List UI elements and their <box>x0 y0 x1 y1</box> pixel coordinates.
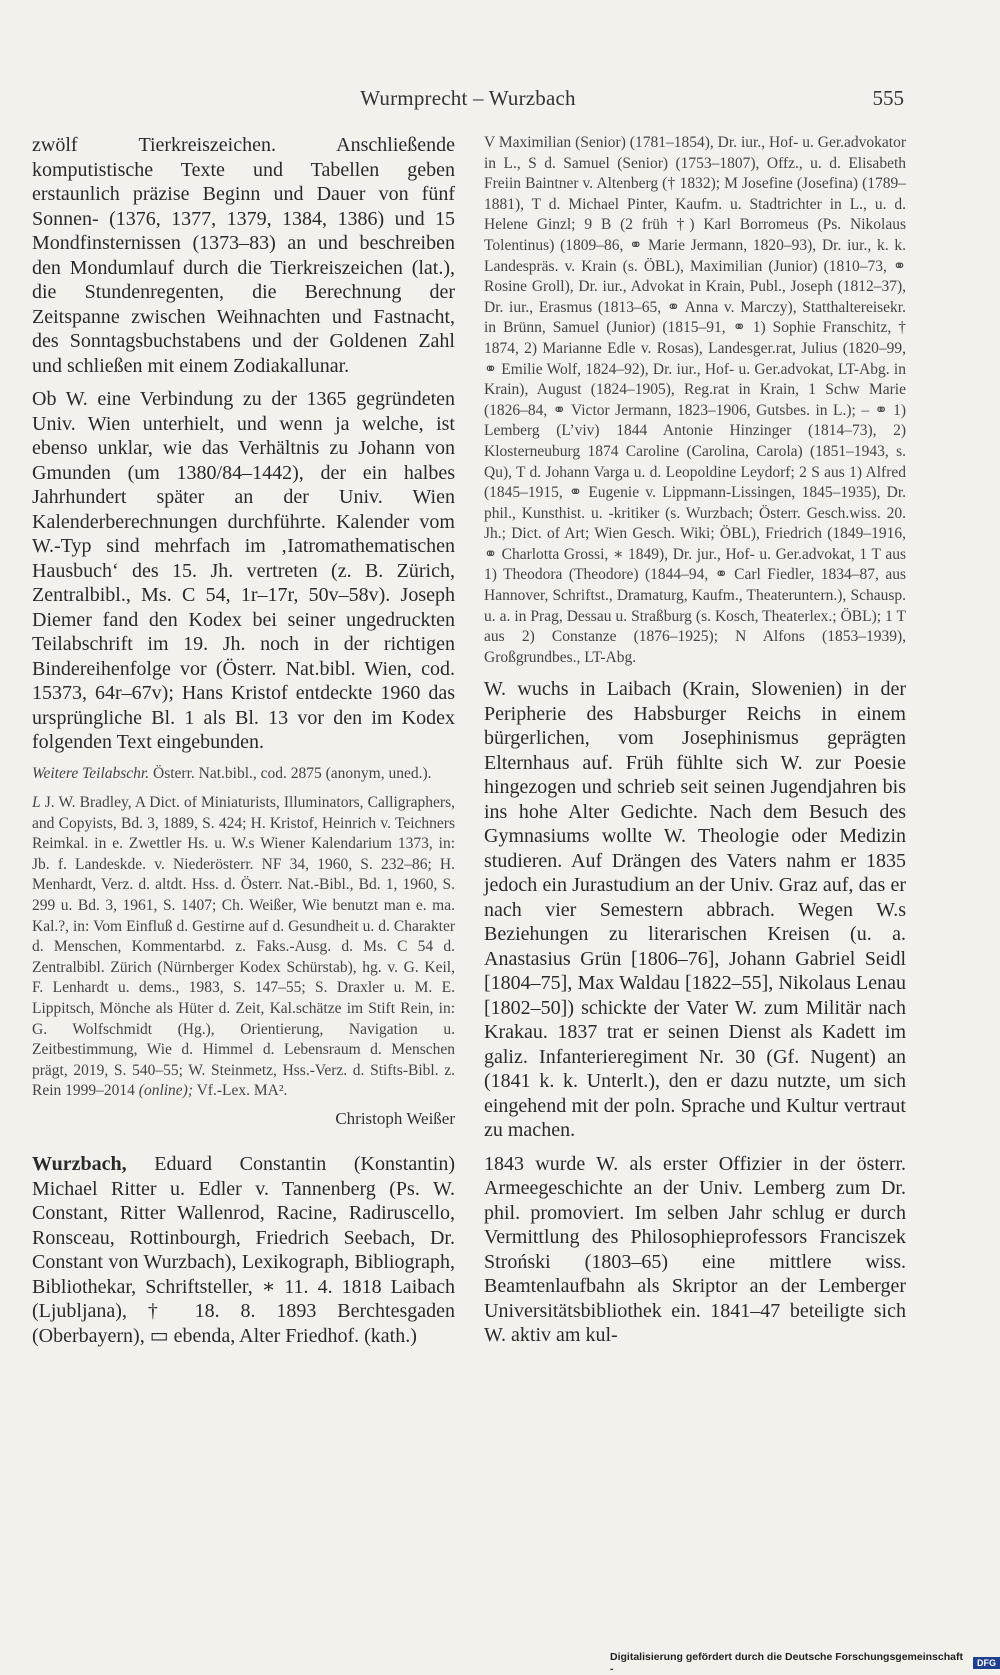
further-copies-note <box>32 764 455 785</box>
running-header <box>32 86 904 112</box>
author-signature: Christoph Weißer <box>335 1109 455 1128</box>
page-number: 555 <box>872 86 904 110</box>
literature-end: Vf.-Lex. MA². <box>193 1082 288 1100</box>
entry-text: Eduard Constantin (Konstantin) Michael Ritter u. Edler v. Tannenberg (Ps. W. Constant, Ritter Wallenrod, Racine, Radiruscello, Ronsceau, Rottinbourgh, Friedrich Seebach, Dr. Constant von Wurzbach), Lexikograph, Bibliograph, Bibliothekar, Schriftsteller, ∗ 11. 4. 1818 Laibach (Ljubljana), † 18. 8. 1893 Berchtesgaden (Oberbayern), ▭ ebenda, Alter Friedhof. (kath.) <box>32 1153 455 1347</box>
literature-text: J. W. Bradley, A Dict. of Miniaturists, Illuminators, Calligraphers, and Copyists, Bd. 3, 1889, S. 424; H. Kristof, Heinrich v. Teichners Reimkal. in e. Zwettler Hs. u. W.s Wiener Kalendarium 1373, in: Jb. f. Landeskde. v. Niederösterr. NF 34, 1960, S. 232–86; H. Menhardt, Verz. d. altdt. Hss. d. Österr. Nat.-Bibl., Bd. 1, 1960, S. 299 u. Bd. 3, 1961, S. 1407; Ch. Weißer, Wie benutzt man e. ma. Kal.?, in: Vom Einfluß d. Gestirne auf d. Gesundheit u. d. Charakter d. Menschen, Kommentarbd. z. Faks.-Ausg. d. Ms. C 54 d. Zentralbibl. Zürich (Nürnberger Kodex Schürstab), hg. v. G. Keil, F. Lenhardt u. dems., 1983, S. 147–55; S. Draxler u. M. E. Lippitsch, Mönche als Hüter d. Zeit, Kal.schätze im Stift Rein, in: G. Wolfschmidt (Hg.), Orientierung, Navigation u. Zeitbestimmung, Wie d. Himmel d. Lebensraum d. Menschen prägt, 2019, S. 540–55; W. Steinmetz, Hss.-Verz. d. Stifts-Bibl. z. Rein 1999–2014 <box>32 794 455 1100</box>
literature-label: L <box>32 794 41 812</box>
further-copies-text: Österr. Nat.bibl., cod. 2875 (anonym, uned.). <box>149 764 432 782</box>
entry-headword: Wurzbach, <box>32 1153 127 1175</box>
entry-intro <box>32 1152 455 1348</box>
body-paragraph: zwölf Tierkreiszeichen. Anschließende komputistische Texte und Tabellen geben erstaunlich präzise Beginn und Dauer von fünf Sonnen- (1376, 1377, 1379, 1384, 1386) und 15 Mondfinsternissen (1373–83) an und beschreiben den Mondumlauf durch die Tierkreiszeichen (lat.), die Stundenregenten, die Berechnung der Zeitspanne zwischen Weihnachten und Fastnacht, des Sonntagsbuchstabens und der Goldenen Zahl und schließen mit einem Zodiakallunar. <box>32 134 455 377</box>
body-paragraph: 1843 wurde W. als erster Offizier in der österr. Armeegeschichte an der Univ. Lemberg zum Dr. phil. promoviert. Im selben Jahr schlug er durch Vermittlung des Philosophieprofessors Franciszek Stroński (1803–65) eine mittlere wiss. Beamtenlaufbahn als Skriptor an der Lemberger Universitätsbibliothek ein. 1841–47 beteiligte sich W. aktiv am kul- <box>484 1152 906 1347</box>
body-paragraph: Ob W. eine Verbindung zu der 1365 gegründeten Univ. Wien unterhielt, und wenn ja welche, ist ebenso unklar, wie das Verhältnis zu Johann von Gmunden (um 1380/84–1442), der ein halbes Jahrhundert später an der Univ. Wien Kalenderberechnungen durchführte. Kalender vom W.-Typ sind mehrfach im ‚Iatromathematischen Hausbuch‘ des 15. Jh. vertreten (z. B. Zürich, Zentralbibl., Ms. C 54, 1r–17r, 50v–58v). Joseph Diemer fand den Kodex bei seiner ungedruckten Teilabschrift im 19. Jh. noch in der richtigen Bindereihenfolge vor (Österr. Nat.bibl. Wien, cod. 15373, 64r–67v); Hans Kristof entdeckte 1960 das ursprüngliche Bl. 1 als Bl. 13 vor den im Kodex folgenden Text eingebunden. <box>32 388 455 753</box>
digitization-footer <box>610 1651 1000 1675</box>
footer-text: Digitalisierung gefördert durch die Deutsche Forschungsgemeinschaft - <box>610 1651 963 1675</box>
left-column <box>32 133 455 1348</box>
further-copies-label: Weitere Teilabschr. <box>32 764 150 782</box>
right-column <box>484 133 906 1348</box>
body-paragraph: W. wuchs in Laibach (Krain, Slowenien) in der Peripherie des Habsburger Reichs in einem bürgerlichen, vom Josephinismus geprägten Elternhaus auf. Früh fühlte sich W. zur Poesie hingezogen und schrieb seit seinen Jugendjahren bis ins hohe Alter Gedichte. Nach dem Besuch des Gymnasiums wollte W. Theologie oder Medizin studieren. Auf Drängen des Vaters nahm er 1835 jedoch ein Jurastudium an der Univ. Graz auf, das er nach vier Semestern abbrach. Wegen W.s Beziehungen zu literarischen Kreisen (u. a. Anastasius Grün [1806–76], Johann Gabriel Seidl [1804–75], Max Waldau [1822–55], Nikolaus Lenau [1802–50]) schickte der Vater W. zum Militär nach Krakau. 1837 trat er seinen Dienst als Kadett im galiz. Infanterieregiment Nr. 30 (Gf. Nugent) an (1841 k. k. Unterlt.), den er dazu nutzte, um sich eingehend mit der poln. Sprache und Kultur vertraut zu machen. <box>484 678 906 1142</box>
running-title: Wurmprecht – Wurzbach <box>360 86 576 110</box>
genealogy-block: V Maximilian (Senior) (1781–1854), Dr. iur., Hof- u. Ger.advokator in L., S d. Samuel (Senior) (1753–1807), Offz., u. d. Elisabeth Freiin Baintner v. Altenberg († 1832); M Josefine (Josefina) (1789–1881), T d. Michael Pinter, Kaufm. u. Stadtrichter in L., u. d. Helene Ginzl; 9 B (2 früh †) Karl Borromeus (Ps. Nikolaus Tolentinus) (1809–86, ⚭ Marie Jermann, 1820–93), Dr. iur., k. k. Landespräs. v. Krain (s. ÖBL), Maximilian (Junior) (1810–73, ⚭ Rosine Groll), Dr. iur., Advokat in Krain, Publ., Joseph (1812–37), Dr. iur., Erasmus (1813–65, ⚭ Anna v. Marczy), Statthaltereisekr. in Brünn, Samuel (Junior) (1815–91, ⚭ 1) Sophie Franschitz, † 1874, 2) Marianne Edle v. Rosas), Landesger.rat, Julius (1820–99, ⚭ Emilie Wolf, 1824–92), Dr. iur., Hof- u. Ger.advokat, LT-Abg. in Krain), August (1824–1905), Reg.rat in Krain, 1 Schw Marie (1826–84, ⚭ Victor Jermann, 1823–1906, Gutsbes. in L.); – ⚭ 1) Lemberg (L’viv) 1844 Antonie Hinzinger (1814–73), 2) Klosterneuburg 1874 Caroline (Carolina, Carola) (1851–1943, s. Qu), T d. Johann Varga u. d. Leopoldine Leydorf; 2 S aus 1) Alfred (1845–1915, ⚭ Eugenie v. Lippmann-Lissingen, 1845–1935), Dr. phil., Kunsthist. u. -kritiker (s. Wurzbach; Österr. Gesch.wiss. 20. Jh.; Dict. of Art; Wien Gesch. Wiki; ÖBL), Friedrich (1849–1916, ⚭ Charlotta Grossi, ∗ 1849), Dr. jur., Hof- u. Ger.advokat, 1 T aus 1) Theodora (Theodore) (1844–94, ⚭ Carl Fiedler, 1834–87, aus Hannover, Schriftst., Dramaturg, Kaufm., Theateruntern.), Schausp. u. a. in Prag, Dessau u. Straßburg (s. Kosch, Theaterlex.; ÖBL); 1 T aus 2) Constanze (1876–1925); N Alfons (1853–1939), Großgrundbes., LT-Abg. <box>484 134 906 666</box>
literature-list <box>32 793 455 1102</box>
literature-online: (online); <box>138 1082 194 1100</box>
dfg-logo: DFG <box>973 1657 1000 1669</box>
